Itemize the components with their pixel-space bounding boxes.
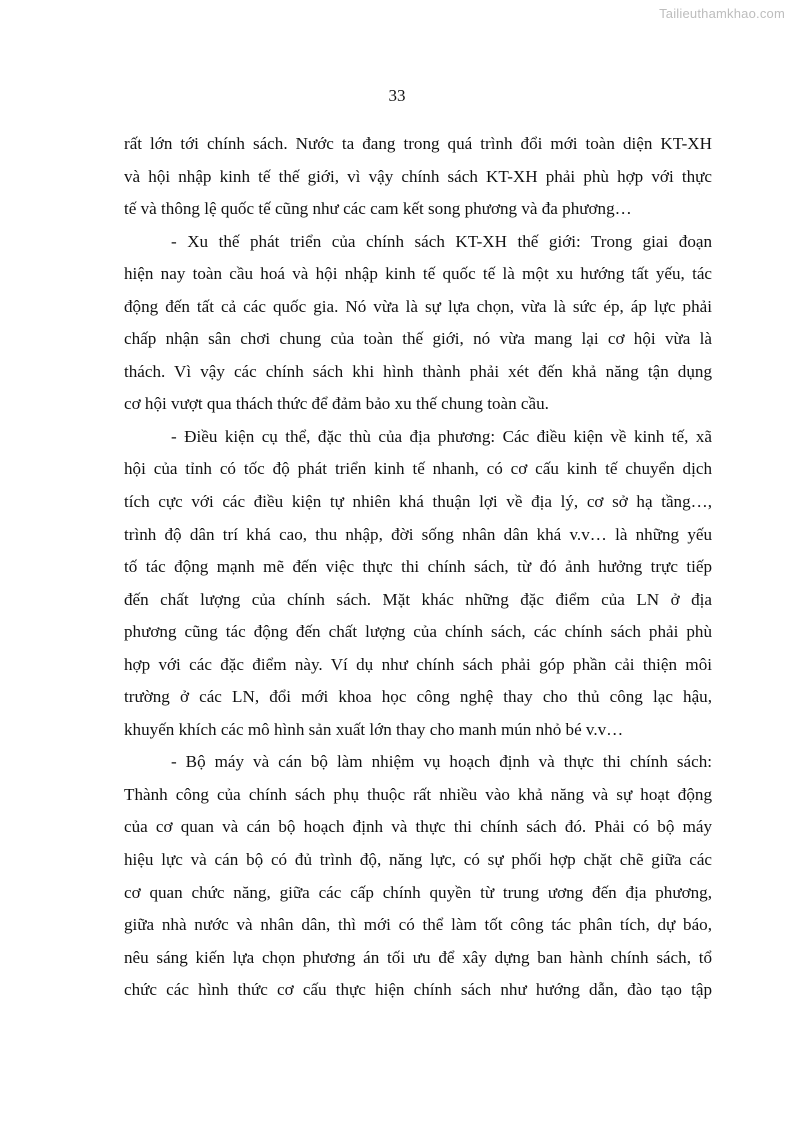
text-line: tích cực với các điều kiện tự nhiên khá thuận lợi về địa lý, cơ sở hạ tầng…,: [124, 492, 712, 512]
text-line: trường ở các LN, đổi mới khoa học công nghệ thay cho thủ công lạc hậu,: [124, 687, 712, 707]
text-line: chấp nhận sân chơi chung của toàn thế giới, nó vừa mang lại cơ hội vừa là: [124, 329, 712, 349]
text-line: động đến tất cả các quốc gia. Nó vừa là sự lựa chọn, vừa là sức ép, áp lực phải: [124, 296, 712, 316]
text-line: tế và thông lệ quốc tế cũng như các cam kết song phương và đa phương…: [124, 199, 632, 219]
text-line: và hội nhập kinh tế thế giới, vì vậy chính sách KT-XH phải phù hợp với thực: [124, 166, 712, 186]
text-line: của cơ quan và cán bộ hoạch định và thực thi chính sách đó. Phải có bộ máy: [124, 817, 712, 837]
text-line: thách. Vì vậy các chính sách khi hình thành phải xét đến khả năng tận dụng: [124, 361, 712, 381]
text-line: hiện nay toàn cầu hoá và hội nhập kinh tế quốc tế là một xu hướng tất yếu, tác: [124, 264, 712, 284]
text-line: - Bộ máy và cán bộ làm nhiệm vụ hoạch định và thực thi chính sách:: [171, 752, 712, 772]
text-line: nêu sáng kiến lựa chọn phương án tối ưu để xây dựng ban hành chính sách, tổ: [124, 947, 712, 967]
paragraph-1: [124, 128, 712, 226]
document-body: [124, 128, 712, 1007]
text-line: chức các hình thức cơ cấu thực hiện chính sách như hướng dẫn, đào tạo tập: [124, 980, 712, 1000]
page-number: 33: [388, 86, 406, 105]
text-line: phương cũng tác động đến chất lượng của chính sách, các chính sách phải phù: [124, 622, 712, 642]
paragraph-2: [124, 226, 712, 421]
text-line: trình độ dân trí khá cao, thu nhập, đời sống nhân dân khá v.v… là những yếu: [124, 524, 712, 544]
text-line: hội của tỉnh có tốc độ phát triển kinh tế nhanh, có cơ cấu kinh tế chuyển dịch: [124, 459, 712, 479]
text-line: đến chất lượng của chính sách. Mặt khác những đặc điểm của LN ở địa: [124, 589, 712, 609]
text-line: rất lớn tới chính sách. Nước ta đang trong quá trình đổi mới toàn diện KT-XH: [124, 134, 712, 153]
text-line: cơ hội vượt qua thách thức để đảm bảo xu thế chung toàn cầu.: [124, 394, 549, 414]
text-line: - Điều kiện cụ thể, đặc thù của địa phương: Các điều kiện về kinh tế, xã: [171, 426, 712, 446]
paragraph-3: [124, 421, 712, 746]
text-line: Thành công của chính sách phụ thuộc rất nhiều vào khả năng và sự hoạt động: [124, 784, 712, 804]
text-line: cơ quan chức năng, giữa các cấp chính quyền từ trung ương đến địa phương,: [124, 882, 712, 902]
text-line: giữa nhà nước và nhân dân, thì mới có thể làm tốt công tác phân tích, dự báo,: [124, 915, 712, 935]
paragraph-4: [124, 746, 712, 1006]
text-line: tố tác động mạnh mẽ đến việc thực thi chính sách, từ đó ảnh hưởng trực tiếp: [124, 557, 712, 577]
watermark: Tailieuthamkhao.com: [659, 6, 785, 21]
text-line: hiệu lực và cán bộ có đủ trình độ, năng lực, có sự phối hợp chặt chẽ giữa các: [124, 850, 712, 870]
text-line: hợp với các đặc điểm này. Ví dụ như chính sách phải góp phần cải thiện môi: [124, 654, 712, 674]
text-line: khuyến khích các mô hình sản xuất lớn thay cho manh mún nhỏ bé v.v…: [124, 719, 624, 739]
text-line: - Xu thế phát triển của chính sách KT-XH thế giới: Trong giai đoạn: [171, 231, 712, 251]
